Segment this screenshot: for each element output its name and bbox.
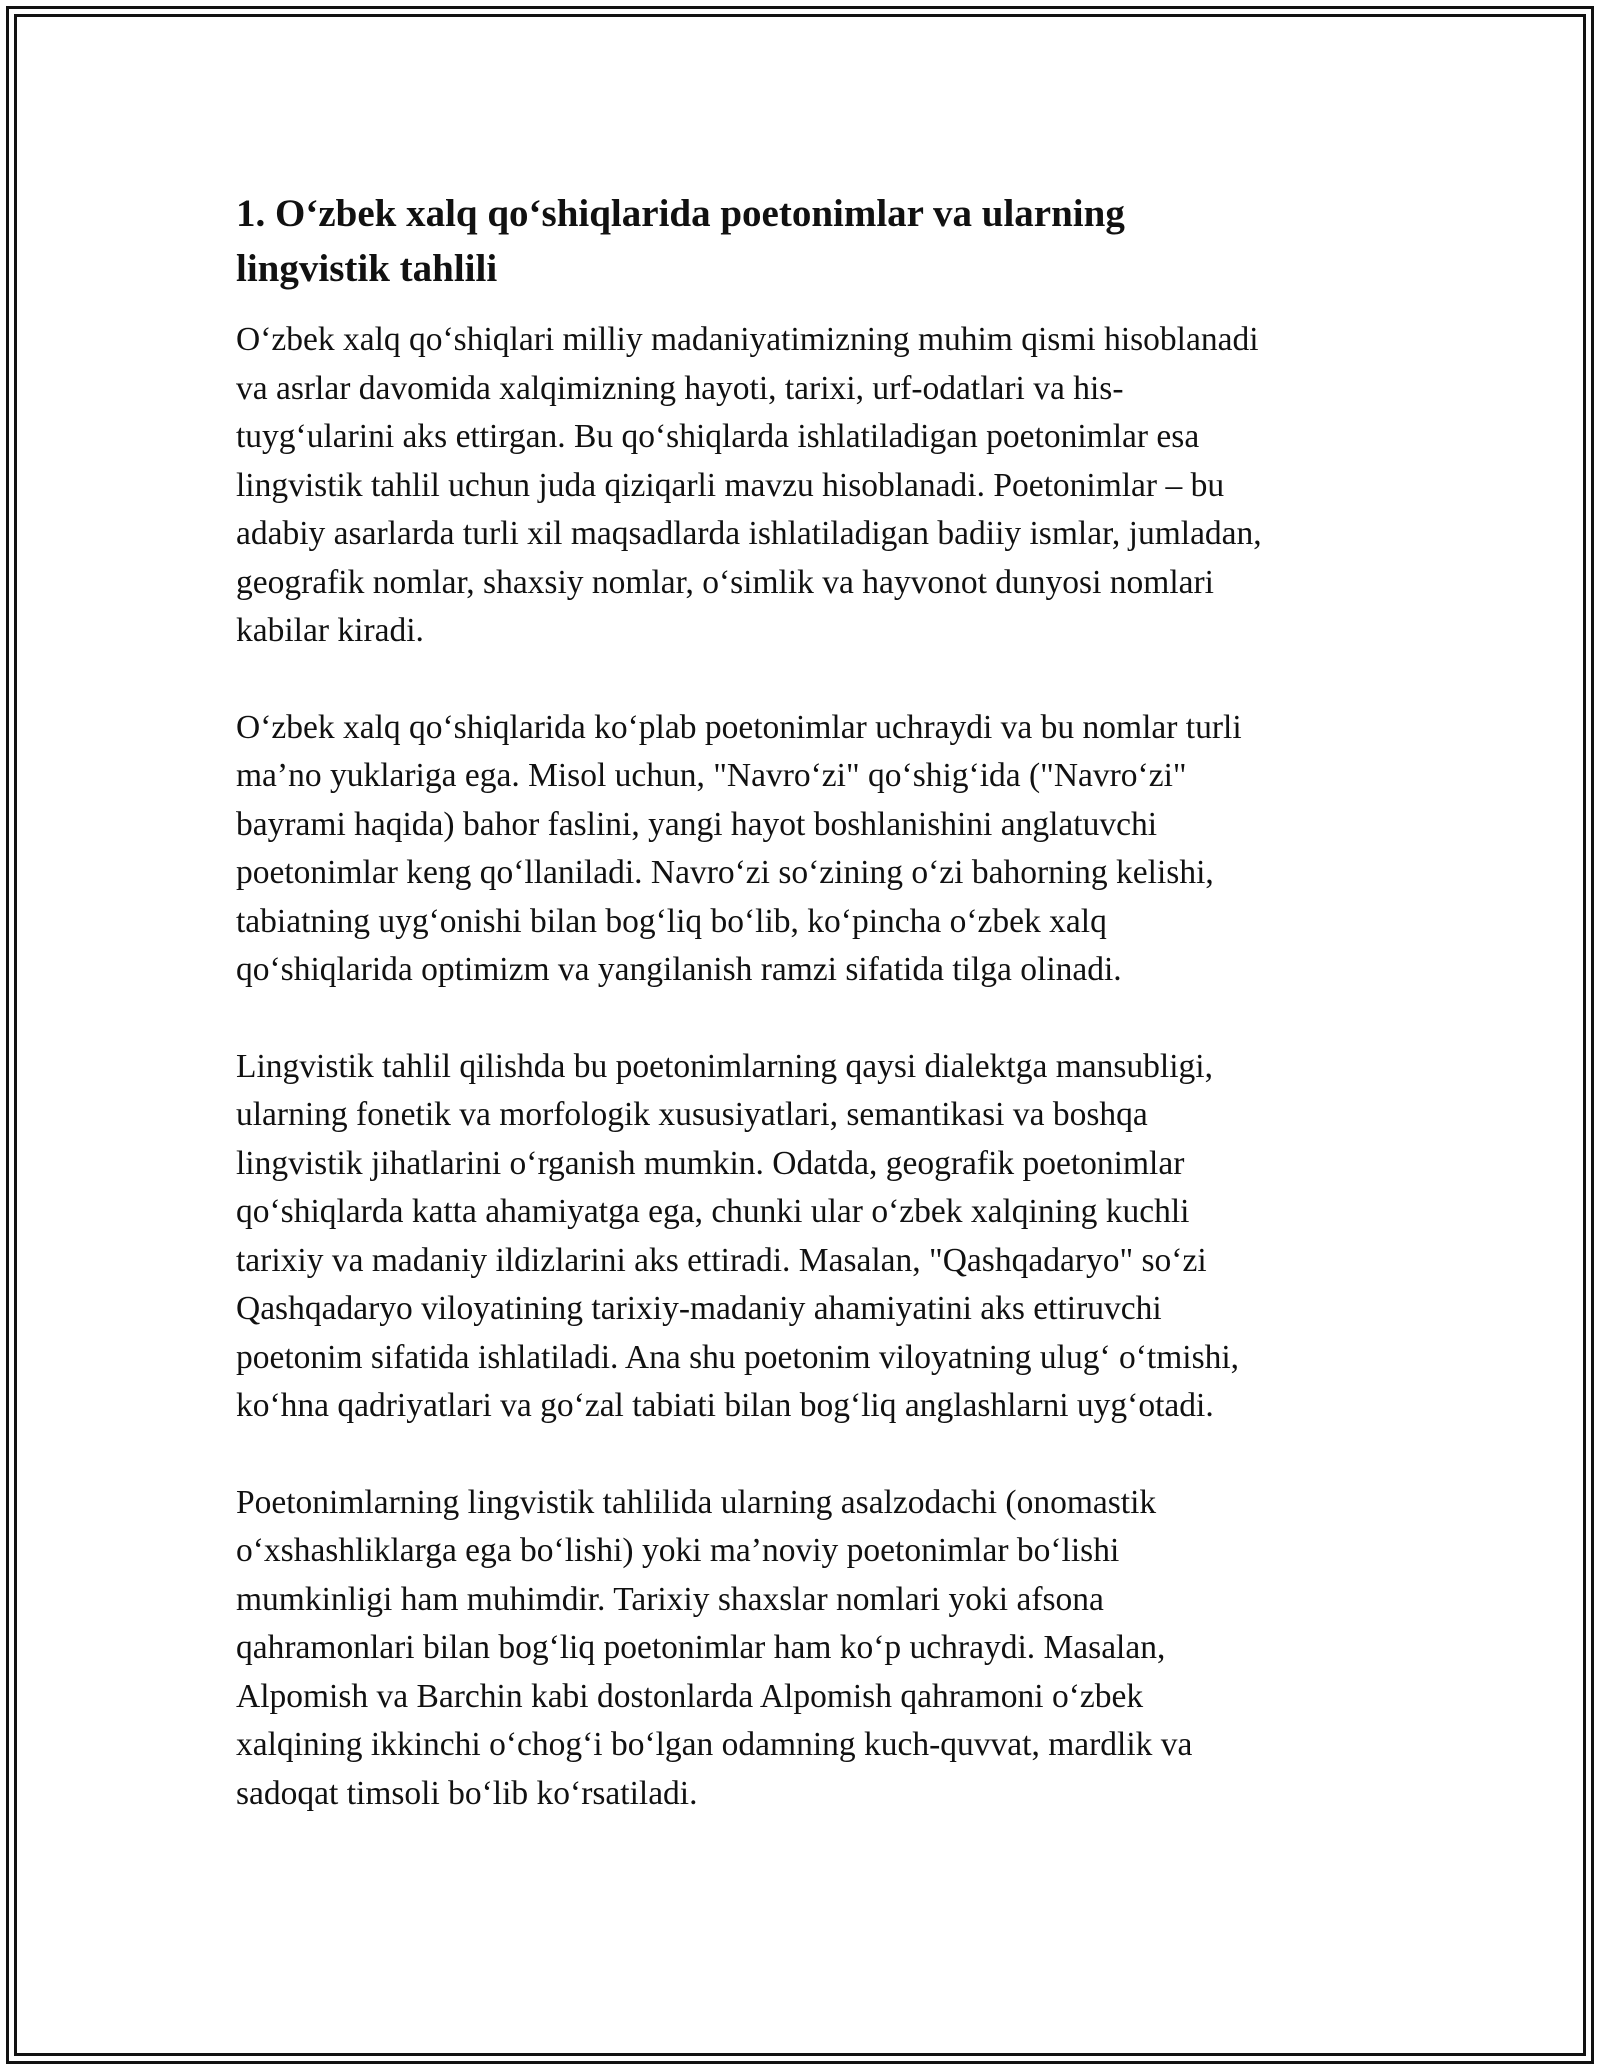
paragraph-1 — [236, 316, 1366, 656]
text-line: kabilar kiradi. — [236, 612, 424, 649]
text-line: o‘xshashliklarga ega bo‘lishi) yoki ma’noviy poetonimlar bo‘lishi — [236, 1532, 1120, 1569]
text-line: ma’no yuklariga ega. Misol uchun, "Navro‘zi" qo‘shig‘ida ("Navro‘zi" — [236, 757, 1187, 794]
paragraph-2 — [236, 704, 1366, 995]
text-line: qahramonlari bilan bog‘liq poetonimlar ham ko‘p uchraydi. Masalan, — [236, 1629, 1166, 1666]
document-title — [236, 186, 1366, 296]
text-line: lingvistik jihatlarini o‘rganish mumkin. Odatda, geografik poetonimlar — [236, 1144, 1185, 1182]
paragraph-3 — [236, 1043, 1366, 1431]
text-line: tuyg‘ularini aks ettirgan. Bu qo‘shiqlarda ishlatiladigan poetonimlar esa — [236, 418, 1200, 455]
text-line: geografik nomlar, shaxsiy nomlar, o‘simlik va hayvonot dunyosi nomlari — [236, 563, 1214, 601]
text-line: ularning fonetik va morfologik xususiyatlari, semantikasi va boshqa — [236, 1096, 1148, 1133]
title-line: lingvistik tahlili — [236, 247, 498, 290]
text-line: tabiatning uyg‘onishi bilan bog‘liq bo‘lib, ko‘pincha o‘zbek xalq — [236, 902, 1107, 940]
text-line: Alpomish va Barchin kabi dostonlarda Alpomish qahramoni o‘zbek — [236, 1677, 1144, 1715]
text-line: poetonim sifatida ishlatiladi. Ana shu poetonim viloyatning ulug‘ o‘tmishi, — [236, 1338, 1240, 1376]
text-line: bayrami haqida) bahor faslini, yangi hayot boshlanishini anglatuvchi — [236, 805, 1158, 843]
text-line: adabiy asarlarda turli xil maqsadlarda ishlatiladigan badiiy ismlar, jumladan, — [236, 515, 1262, 552]
paragraph-4 — [236, 1479, 1366, 1819]
text-line: ko‘hna qadriyatlari va go‘zal tabiati bilan bog‘liq anglashlarni uyg‘otadi. — [236, 1387, 1214, 1424]
text-line: mumkinligi ham muhimdir. Tarixiy shaxslar nomlari yoki afsona — [236, 1580, 1104, 1618]
text-line: qo‘shiqlarda katta ahamiyatga ega, chunki ular o‘zbek xalqining kuchli — [236, 1193, 1190, 1230]
title-line: 1. O‘zbek xalq qo‘shiqlarida poetonimlar va ularning — [236, 192, 1125, 235]
text-line: Lingvistik tahlil qilishda bu poetonimlarning qaysi dialektga mansubligi, — [236, 1047, 1213, 1085]
text-line: va asrlar davomida xalqimizning hayoti, tarixi, urf-odatlari va his- — [236, 369, 1124, 407]
text-line: lingvistik tahlil uchun juda qiziqarli mavzu hisoblanadi. Poetonimlar – bu — [236, 466, 1225, 504]
text-line: Poetonimlarning lingvistik tahlilida ularning asalzodachi (onomastik — [236, 1483, 1157, 1521]
text-line: O‘zbek xalq qo‘shiqlari milliy madaniyatimizning muhim qismi hisoblanadi — [236, 321, 1259, 358]
document-body — [236, 186, 1366, 1866]
text-line: Qashqadaryo viloyatining tarixiy-madaniy ahamiyatini aks ettiruvchi — [236, 1290, 1162, 1327]
text-line: qo‘shiqlarida optimizm va yangilanish ramzi sifatida tilga olinadi. — [236, 951, 1122, 988]
text-line: O‘zbek xalq qo‘shiqlarida ko‘plab poetonimlar uchraydi va bu nomlar turli — [236, 708, 1242, 746]
text-line: xalqining ikkinchi o‘chog‘i bo‘lgan odamning kuch-quvvat, mardlik va — [236, 1726, 1193, 1763]
text-line: sadoqat timsoli bo‘lib ko‘rsatiladi. — [236, 1774, 698, 1812]
text-line: tarixiy va madaniy ildizlarini aks ettiradi. Masalan, "Qashqadaryo" so‘zi — [236, 1241, 1207, 1279]
text-line: poetonimlar keng qo‘llaniladi. Navro‘zi so‘zining o‘zi bahorning kelishi, — [236, 854, 1214, 891]
